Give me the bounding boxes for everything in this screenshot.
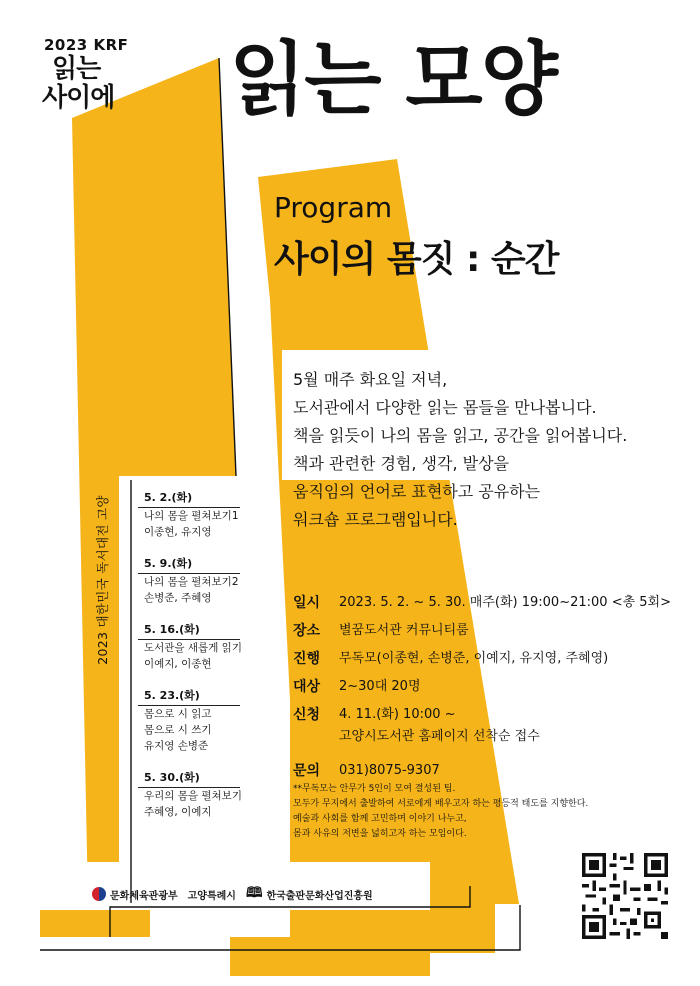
sponsor-ministry (92, 887, 178, 902)
info-value: 2023. 5. 2. ~ 5. 30. 매주(화) 19:00~21:00 <총 5회> (339, 595, 671, 610)
sponsor-city-name: 고양특례시 (187, 890, 236, 902)
footnote-line: 예술과 사회를 함께 고민하며 이야기 나누고, (293, 814, 467, 824)
schedule-item (138, 688, 240, 770)
program-subtitle: 사이의 몸짓 : 순간 (274, 239, 559, 280)
side-label: 2023 대한민국 독서대전 고양 (95, 495, 110, 665)
info-value: 별꿈도서관 커뮤니티룸 (339, 623, 469, 638)
info-row-host (293, 645, 693, 673)
info-row-apply (293, 701, 693, 757)
schedule-date: 5. 30.(화) (138, 770, 240, 788)
info-value: 무독모(이종현, 손병준, 이예지, 유지영, 주혜영) (339, 651, 609, 666)
info-key: 문의 (293, 763, 321, 779)
info-row-place (293, 617, 693, 645)
schedule-title: 우리의 몸을 펼쳐보기 (144, 790, 242, 802)
info-row-date (293, 589, 693, 617)
sponsor-agency-name: 한국출판문화산업진흥원 (266, 890, 373, 902)
info-key: 일시 (293, 595, 321, 611)
schedule-item (138, 490, 240, 556)
footnote-line: **무독모는 안무가 5인이 모여 결성된 팀. (293, 784, 456, 794)
schedule-title: 나의 몸을 펼쳐보기2 (144, 576, 239, 588)
footnote-line: 몸과 사유의 저변을 넓히고자 하는 모임이다. (293, 829, 467, 839)
yellow-bar-bottom-strip (40, 910, 150, 937)
info-value: 031)8075-9307 (339, 763, 440, 778)
schedule-people: 이예지, 이종현 (144, 658, 212, 670)
logo-year: 2023 KRF (44, 36, 129, 54)
intro-line: 5월 매주 화요일 저녁, (293, 370, 448, 389)
logo-line-2: 사이에 (42, 83, 115, 113)
schedule-date: 5. 16.(화) (138, 622, 240, 640)
info-key: 진행 (293, 651, 321, 667)
info-value (339, 701, 540, 757)
schedule-item (138, 622, 240, 688)
intro-line: 책을 읽듯이 나의 몸을 읽고, 공간을 읽어봅니다. (293, 426, 628, 445)
schedule-people: 유지영 손병준 (144, 740, 209, 752)
schedule-list (138, 490, 240, 836)
intro-line: 책과 관련한 경험, 생각, 발상을 (293, 454, 509, 473)
schedule-title: 몸으로 시 쓰기 (144, 724, 212, 736)
sponsor-agency (246, 882, 373, 906)
info-key: 신청 (293, 707, 321, 723)
intro-line: 움직임의 언어로 표현하고 공유하는 (293, 482, 541, 501)
book-logo-icon: 🕮 (245, 885, 263, 901)
schedule-date: 5. 23.(화) (138, 688, 240, 706)
schedule-item (138, 770, 240, 836)
footnotes (293, 782, 673, 842)
schedule-date: 5. 2.(화) (138, 490, 240, 508)
intro-text (293, 366, 653, 534)
schedule-people: 이종현, 유지영 (144, 526, 212, 538)
schedule-date: 5. 9.(화) (138, 556, 240, 574)
schedule-title: 도서관을 새롭게 읽기 (144, 642, 242, 654)
apply-date: 4. 11.(화) 10:00 ~ (339, 707, 456, 722)
sponsor-ministry-name: 문화체육관광부 (110, 890, 178, 902)
yellow-bar-bottom-right (230, 937, 430, 976)
info-value: 2~30대 20명 (339, 679, 421, 694)
info-key: 대상 (293, 679, 321, 695)
info-row-contact (293, 757, 693, 785)
taeguk-emblem-icon (92, 887, 106, 901)
info-row-target (293, 673, 693, 701)
sponsor-logos (92, 882, 373, 906)
info-key: 장소 (293, 623, 321, 639)
intro-line: 워크숍 프로그램입니다. (293, 510, 458, 529)
program-label: Program (274, 191, 393, 224)
intro-line: 도서관에서 다양한 읽는 몸들을 만나봅니다. (293, 398, 597, 417)
schedule-title: 몸으로 시 읽고 (144, 708, 212, 720)
logo-line-1: 읽는 (52, 54, 101, 84)
apply-method: 고양시도서관 홈페이지 선착순 접수 (339, 729, 540, 744)
page-title: 읽는 모양 (229, 33, 556, 126)
schedule-people: 손병준, 주혜영 (144, 592, 212, 604)
schedule-title: 나의 몸을 펼쳐보기1 (144, 510, 239, 522)
schedule-people: 주혜영, 이예지 (144, 806, 212, 818)
sponsor-city (188, 887, 236, 902)
footnote-line: 모두가 무지에서 출발하여 서로에게 배우고자 하는 평등적 태도를 지향한다. (293, 799, 589, 809)
qr-code-icon[interactable] (582, 853, 668, 939)
info-table (293, 589, 693, 785)
schedule-item (138, 556, 240, 622)
